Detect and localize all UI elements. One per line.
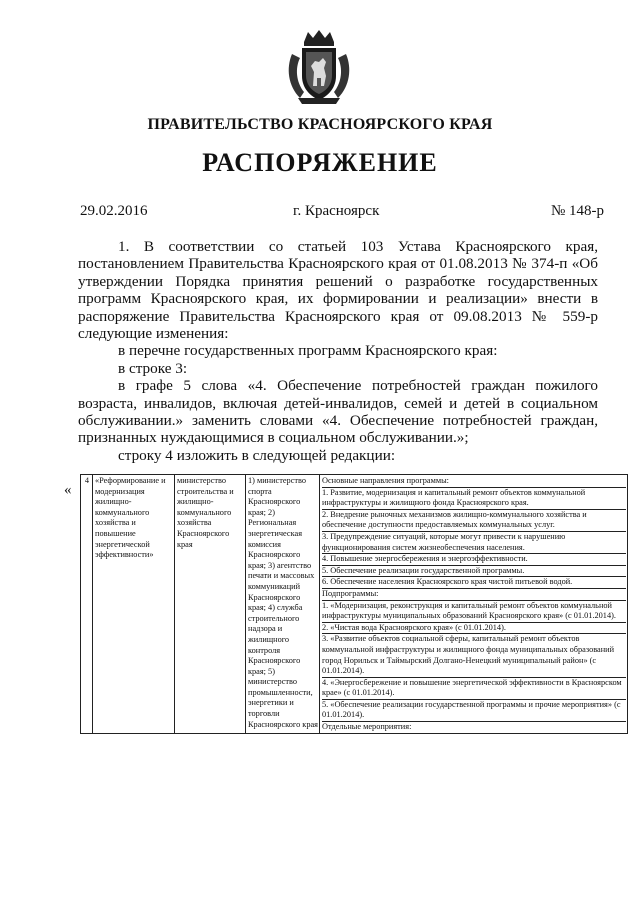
direction-line: 5. Обеспечение реализации государственной программы. [322, 566, 626, 578]
document-type-title: РАСПОРЯЖЕНИЕ [202, 148, 438, 177]
direction-line: 6. Обеспечение населения Красноярского края чистой питьевой водой. [322, 577, 626, 589]
direction-line: 5. «Обеспечение реализации государственной программы и прочие мероприятия» (с 01.01.2014). [322, 700, 626, 722]
cell-co-executors: 1) министерство спорта Красноярского края; 2) Региональная энергетическая комиссия Красноярского края; 3) агентство печати и массовых коммуникаций Красноярского края; 4) служба строительного надзора и жилищного контроля Красноярского края; 5) министерство промышленности, энергетики и торговли Красноярского края [246, 475, 320, 734]
direction-line: 3. Предупреждение ситуаций, которые могут привести к нарушению функционирования систем жизнеобеспечения населения. [322, 532, 626, 554]
paragraph-4: в графе 5 слова «4. Обеспечение потребностей граждан пожилого возраста, инвалидов, включая детей-инвалидов, семей и детей в социальном обслуживании.» заменить словами «4. Обеспечение потребностей граждан, признанных нуждающимися в социальном обслуживании.»; [78, 377, 598, 447]
table-row [81, 475, 628, 734]
document-city: г. Красноярск [293, 203, 380, 219]
cell-responsible-executor: министерство строительства и жилищно-коммунального хозяйства Красноярского края [175, 475, 246, 734]
direction-line: 2. Внедрение рыночных механизмов жилищно-коммунального хозяйства и обеспечение доступности предоставляемых коммунальных услуг. [322, 510, 626, 532]
cell-program-name: «Реформирование и модернизация жилищно-коммунального хозяйства и повышение энергетической эффективности» [93, 475, 175, 734]
direction-line: 4. Повышение энергосбережения и энергоэффективности. [322, 554, 626, 566]
program-table [80, 474, 628, 734]
paragraph-5: строку 4 изложить в следующей редакции: [118, 446, 396, 464]
document-body [78, 238, 598, 464]
document-date: 29.02.2016 [80, 203, 148, 219]
cell-number: 4 [81, 475, 93, 734]
paragraph-2: в перечне государственных программ Красноярского края: [118, 342, 498, 360]
coat-of-arms-icon [286, 28, 352, 106]
opening-quote-mark: « [64, 482, 72, 498]
direction-line: Подпрограммы: [322, 589, 626, 601]
document-number: № 148-р [550, 203, 604, 219]
paragraph-1: 1. В соответствии со статьей 103 Устава Красноярского края, постановлением Правительства Красноярского края от 01.08.2013 № 374-п «Об утверждении Порядка принятия решений о разработке государственных программ Красноярского края, их формировании и реализации» внести в распоряжение Правительства Красноярского края от 09.08.2013 № 559-р следующие изменения: [78, 238, 598, 343]
direction-line: Отдельные мероприятия: [322, 722, 412, 732]
direction-line: 1. «Модернизация, реконструкция и капитальный ремонт объектов коммунальной инфраструктуры муниципальных образований Красноярского края» (с 01.01.2014). [322, 601, 626, 623]
direction-line: 3. «Развитие объектов социальной сферы, капитальный ремонт объектов коммунальной инфраструктуры и жилищного фонда муниципальных образований город Норильск и Таймырский Долгано-Ненецкий муниципальный район» (с 01.01.2014). [322, 634, 626, 677]
government-name: ПРАВИТЕЛЬСТВО КРАСНОЯРСКОГО КРАЯ [147, 116, 493, 133]
direction-line: 1. Развитие, модернизация и капитальный ремонт объектов коммунальной инфраструктуры и жилищного фонда Красноярского края. [322, 488, 626, 510]
paragraph-3: в строке 3: [118, 359, 188, 377]
direction-line: Основные направления программы: [322, 476, 626, 488]
direction-line: 2. «Чистая вода Красноярского края» (с 01.01.2014). [322, 623, 626, 635]
direction-line: 4. «Энергосбережение и повышение энергетической эффективности в Красноярском крае» (с 01.01.2014). [322, 678, 626, 700]
cell-directions [320, 475, 628, 734]
